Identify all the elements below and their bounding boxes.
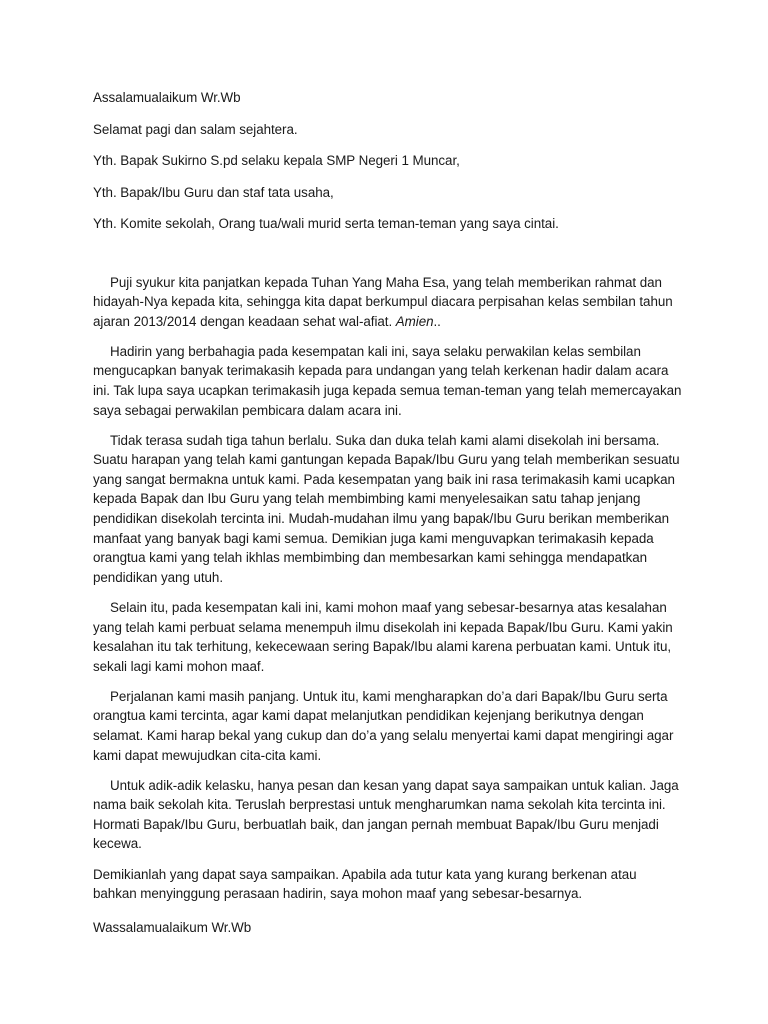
addressee-line: Yth. Bapak/Ibu Guru dan staf tata usaha, [93,184,334,200]
opening-salutation: Selamat pagi dan salam sejahtera. [93,121,298,137]
body-paragraph: Untuk adik-adik kelasku, hanya pesan dan kesan yang dapat saya sampaikan untuk kalian. Jaga nama baik sekolah kita. Teruslah berprestasi untuk mengharumkan nama sekolah kita tercinta ini. Hormati Bapak/Ibu Guru, berbuatlah baik, dan jangan pernah membuat Bapak/Ibu Guru menjadi kecewa. [93,777,679,852]
paragraph-emphasis: Amien [395,313,434,329]
speech-body [93,88,683,937]
body-paragraph: Perjalanan kami masih panjang. Untuk itu, kami mengharapkan do’a dari Bapak/Ibu Guru serta orangtua kami tercinta, agar kami dapat melanjutkan pendidikan kejenjang berikutnya dengan selamat. Kami harap bekal yang cukup dan do’a yang selalu menyertai kami dapat mengiringi agar kami dapat mewujudkan cita-cita kami. [93,688,674,763]
body-paragraph-gratitude [93,273,683,332]
closing-greeting: Wassalamualaikum Wr.Wb [93,919,252,935]
opening-greeting: Assalamualaikum Wr.Wb [93,90,241,105]
body-paragraph: Hadirin yang berbahagia pada kesempatan kali ini, saya selaku perwakilan kelas sembilan mengucapkan banyak terimakasih kepada para undangan yang telah kerkenan hadir dalam acara ini. Tak lupa saya ucapkan terimakasih juga kepada semua teman-teman yang telah memercayakan saya sebagai perwakilan pembicara dalam acara ini. [93,343,682,418]
body-paragraph: Tidak terasa sudah tiga tahun berlalu. Suka dan duka telah kami alami disekolah ini bersama. Suatu harapan yang telah kami gantungan kepada Bapak/Ibu Guru yang telah memberikan sesuatu yang sangat bermakna untuk kami. Pada kesempatan yang baik ini rasa terimakasih kami ucapkan kepada Bapak dan Ibu Guru yang telah membimbing kami menyelesaikan satu tahap jenjang pendidikan disekolah tercinta ini. Mudah-mudahan ilmu yang bapak/Ibu Guru berikan memberikan manfaat yang banyak bagi kami semua. Demikian juga kami menguvapkan terimakasih kepada orangtua kami yang telah ikhlas membimbing dan membesarkan kami sehingga mendapatkan pendidikan yang utuh. [93,432,680,585]
paragraph-text: Puji syukur kita panjatkan kepada Tuhan Yang Maha Esa, yang telah memberikan rahmat dan hidayah-Nya kepada kita, sehingga kita dapat berkumpul diacara perpisahan kelas sembilan tahun ajaran 2013/2014 dengan keadaan sehat wal-afiat. [93,274,673,329]
paragraph-suffix: .. [433,313,441,329]
section-spacer [93,246,683,273]
addressee-line: Yth. Komite sekolah, Orang tua/wali murid serta teman-teman yang saya cintai. [93,216,559,231]
body-paragraph: Selain itu, pada kesempatan kali ini, kami mohon maaf yang sebesar-besarnya atas kesalahan yang telah kami perbuat selama menempuh ilmu disekolah ini kepada Bapak/Ibu Guru. Kami yakin kesalahan itu tak terhitung, kekecewaan sering Bapak/Ibu alami karena perbuatan kami. Untuk itu, sekali lagi kami mohon maaf. [93,599,673,674]
closing-paragraph: Demikianlah yang dapat saya sampaikan. Apabila ada tutur kata yang kurang berkenan atau bahkan menyinggung perasaan hadirin, saya mohon maaf yang sebesar-besarnya. [93,866,637,902]
addressee-line: Yth. Bapak Sukirno S.pd selaku kepala SMP Negeri 1 Muncar, [93,153,460,168]
